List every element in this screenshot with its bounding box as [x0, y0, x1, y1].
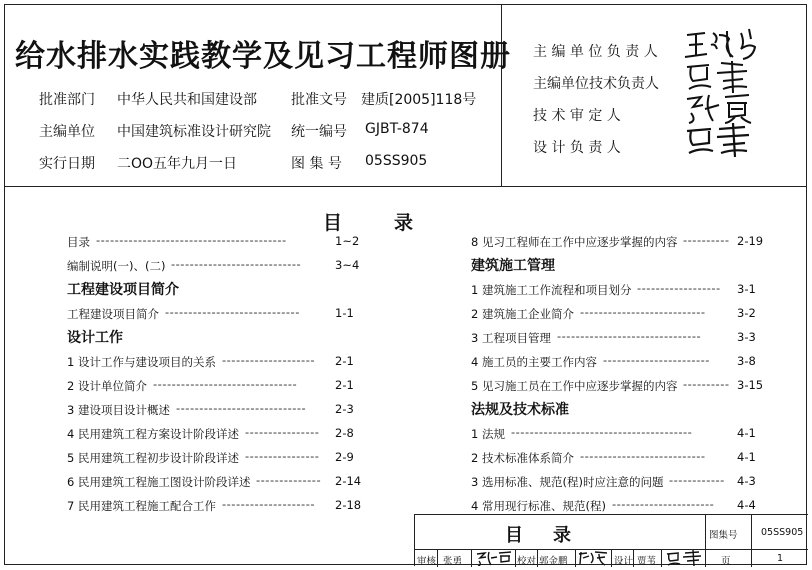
sig-row-1 — [533, 41, 673, 61]
toc-entry-page: 1-1 — [335, 306, 354, 320]
toc-leader: ---------------- — [245, 449, 320, 463]
toc-leader: ----------------------------- — [165, 305, 300, 319]
toc-entry-page: 2-8 — [335, 426, 354, 440]
sig-row-4 — [533, 137, 673, 157]
tb-review-name: 张勇 — [443, 556, 463, 567]
toc-entry-text: 5 民用建筑工程初步设计阶段详述 — [67, 451, 239, 465]
design-signature-image — [665, 550, 703, 566]
toc-title — [323, 208, 413, 235]
toc-entry-text: 工程建设项目简介 — [67, 307, 159, 321]
toc-leader: -------------- — [256, 473, 322, 487]
sig-label: 技 术 审 定 人 — [533, 108, 621, 124]
toc-entry-text: 6 民用建筑工程施工图设计阶段详述 — [67, 475, 251, 489]
check-signature-image — [577, 550, 610, 566]
approval-dept-label: 批准部门 — [39, 92, 95, 108]
tb-page-label: 页 — [721, 556, 731, 567]
toc-entry-page: 4-1 — [737, 450, 756, 464]
toc-entry-page: 4-1 — [737, 426, 756, 440]
toc-section-heading: 法规及技术标准 — [471, 402, 569, 418]
toc-entry-text: 1 法规 — [471, 427, 505, 441]
toc-leader: ---------- — [683, 377, 729, 391]
tb-title-a: 目 — [505, 525, 523, 546]
toc-entry-text: 编制说明(一)、(二) — [67, 259, 166, 273]
approval-dept: 中华人民共和国建设部 — [117, 92, 257, 108]
toc-leader: ----------------------- — [603, 353, 710, 367]
toc-entry-text: 8 见习工程师在工作中应逐步掌握的内容 — [471, 235, 678, 249]
toc-entry-page: 3~4 — [335, 258, 360, 272]
impl-date-label: 实行日期 — [39, 156, 95, 172]
toc-leader: ---------------------------- — [176, 401, 307, 415]
toc-leader: ---------------------- — [612, 497, 715, 511]
toc-entry-page: 3-3 — [737, 330, 756, 344]
atlas-no-label: 图 集 号 — [291, 156, 342, 172]
toc-entry-page: 4-4 — [737, 498, 756, 512]
toc-entry-text: 4 常用现行标准、规范(程) — [471, 499, 606, 513]
tb-title-b: 录 — [553, 525, 571, 546]
atlas-no: 05SS905 — [365, 153, 428, 169]
tb-review-label: 审核 — [417, 556, 437, 567]
title-block-row-1 — [415, 515, 808, 550]
toc-entry-page: 3-8 — [737, 354, 756, 368]
toc-entry-page: 2-14 — [335, 474, 362, 488]
signature-image — [683, 59, 763, 93]
chief-unit-label: 主编单位 — [39, 124, 95, 140]
unified-no: GJBT-874 — [365, 121, 429, 137]
tb-check-name: 郭金鹏 — [539, 556, 568, 567]
toc-leader: --------------------------- — [580, 449, 706, 463]
toc-entry-text: 3 工程项目管理 — [471, 331, 551, 345]
atlas-title: 给水排水实践教学及见习工程师图册 — [15, 39, 511, 74]
toc-leader: ----------------------------------------- — [96, 233, 287, 247]
signature-image — [683, 123, 763, 157]
toc-section-heading: 设计工作 — [67, 330, 123, 346]
toc-leader: ---------------------------- — [171, 257, 302, 271]
toc-leader: ------------------------------- — [557, 329, 702, 343]
tb-atlas-no-label: 图集号 — [709, 530, 738, 541]
tb-check-label: 校对 — [517, 556, 537, 567]
divider — [575, 549, 576, 567]
toc-leader: ------------------ — [637, 281, 721, 295]
approval-doc-label: 批准文号 — [291, 92, 347, 108]
impl-date: 二OO五年九月一日 — [117, 156, 238, 172]
header — [5, 5, 806, 187]
toc-leader: ------------ — [669, 473, 725, 487]
tb-design-name: 贾苇 — [637, 556, 657, 567]
tb-atlas-no: 05SS905 — [761, 527, 804, 538]
toc-leader: --------------------------------------- — [511, 425, 693, 439]
toc-entry-page: 2-19 — [737, 234, 764, 248]
divider — [611, 549, 612, 567]
toc-entry-text: 2 建筑施工企业简介 — [471, 307, 574, 321]
toc-leader: -------------------- — [222, 353, 315, 367]
toc-section-heading: 工程建设项目简介 — [67, 282, 179, 298]
toc-entry-text: 7 民用建筑工程施工配合工作 — [67, 499, 216, 513]
sig-label: 主编单位技术负责人 — [533, 76, 659, 92]
sig-row-2 — [533, 73, 673, 93]
toc-entry-text: 2 设计单位简介 — [67, 379, 147, 393]
sig-row-3 — [533, 105, 673, 125]
toc-entry-text: 3 建设项目设计概述 — [67, 403, 170, 417]
toc-leader: ---------- — [683, 233, 729, 247]
divider — [633, 549, 634, 567]
toc-leader: ---------------- — [245, 425, 320, 439]
title-block-title — [505, 521, 571, 547]
toc-entry-text: 4 施工员的主要工作内容 — [471, 355, 597, 369]
sig-label: 设 计 负 责 人 — [533, 140, 621, 156]
toc-entry-page: 4-3 — [737, 474, 756, 488]
divider — [661, 549, 662, 567]
divider — [751, 515, 752, 567]
divider — [437, 549, 438, 567]
approval-doc: 建质[2005]118号 — [361, 92, 477, 108]
signature-image — [683, 91, 763, 125]
unified-no-label: 统一编号 — [291, 124, 347, 140]
toc-title-b: 录 — [394, 212, 414, 234]
header-info — [5, 5, 511, 186]
toc-entry-text: 目录 — [67, 235, 90, 249]
divider — [471, 549, 472, 567]
sig-label: 主 编 单 位 负 责 人 — [533, 44, 658, 60]
toc-leader: --------------------------- — [580, 305, 706, 319]
title-block — [414, 514, 808, 566]
tb-page-no: 1 — [777, 553, 784, 564]
review-signature-image — [475, 550, 513, 566]
toc-leader: -------------------- — [222, 497, 315, 511]
drawing-frame — [4, 4, 807, 565]
toc-entry-page: 3-15 — [737, 378, 764, 392]
toc-entry-page: 2-3 — [335, 402, 354, 416]
toc-entry-text: 4 民用建筑工程方案设计阶段详述 — [67, 427, 239, 441]
signature-image — [683, 27, 763, 61]
toc-entry-page: 2-1 — [335, 378, 354, 392]
toc-section-heading: 建筑施工管理 — [471, 258, 555, 274]
toc-entry-text: 2 技术标准体系简介 — [471, 451, 574, 465]
toc-entry-text: 1 建筑施工工作流程和项目划分 — [471, 283, 632, 297]
divider — [515, 549, 516, 567]
toc-entry-page: 2-18 — [335, 498, 362, 512]
toc-entry-page: 1~2 — [335, 234, 360, 248]
chief-unit: 中国建筑标准设计研究院 — [117, 124, 271, 140]
divider — [705, 515, 706, 567]
toc-entry-text: 1 设计工作与建设项目的关系 — [67, 355, 216, 369]
toc-entry-page: 3-2 — [737, 306, 756, 320]
divider — [537, 549, 538, 567]
toc-entry-page: 2-9 — [335, 450, 354, 464]
toc-entry-text: 3 选用标准、规范(程)时应注意的问题 — [471, 475, 664, 489]
toc-entry-text: 5 见习施工员在工作中应逐步掌握的内容 — [471, 379, 678, 393]
toc-title-a: 目 — [323, 212, 343, 234]
toc-leader: ------------------------------- — [153, 377, 298, 391]
toc-entry-page: 2-1 — [335, 354, 354, 368]
toc-entry-page: 3-1 — [737, 282, 756, 296]
tb-design-label: 设计 — [614, 556, 634, 567]
